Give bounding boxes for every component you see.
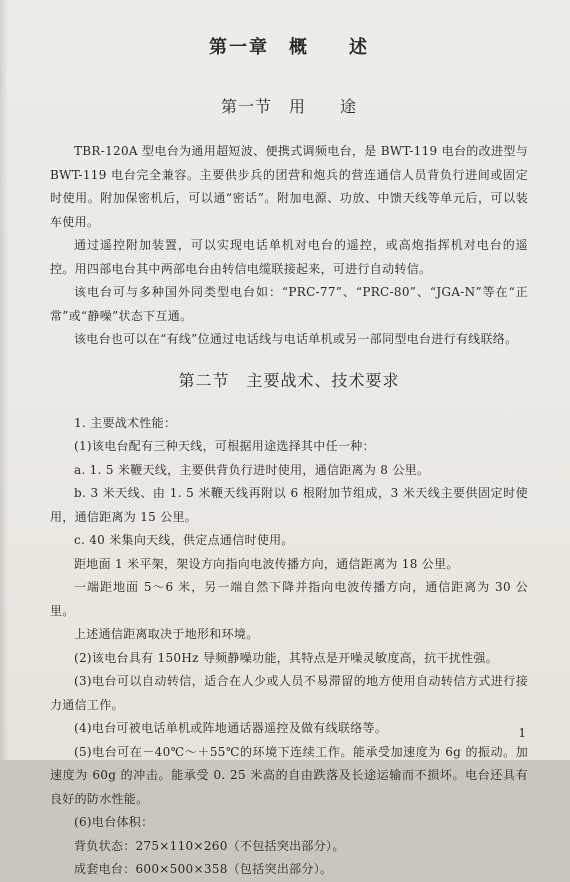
page-content	[50, 36, 528, 882]
section-2-paragraph: a. 1. 5 米鞭天线，主要供背负行进时使用，通信距离为 8 公里。	[74, 462, 430, 477]
section-2-paragraph: 上述通信距离取决于地形和环境。	[74, 627, 259, 641]
section-2-paragraph: 距地面 1 米平架，架设方向指向电波传播方向，通信距离为 18 公里。	[74, 556, 459, 571]
section-2-paragraph: 1. 主要战术性能：	[74, 415, 177, 430]
section-2-paragraph: 一端距地面 5～6 米，另一端自然下降并指向电波传播方向，通信距离为 30 公里。	[50, 580, 528, 618]
section-1-title: 第一节 用 途	[220, 97, 357, 116]
section-2-paragraph: 成套电台：600×500×358（包括突出部分）。	[74, 862, 333, 876]
section-2-title: 第二节 主要战术、技术要求	[178, 370, 400, 390]
section-2-paragraph: (5)电台可在－40℃～＋55℃的环境下连续工作。能承受加速度为 6g 的振动。加速度为 60g 的冲击。能承受 0. 25 米高的自由跌落及长途运输而不损坏。电台还具有良好的防水性能。	[50, 744, 528, 806]
section-2-paragraph: (3)电台可以自动转信，适合在人少或人员不易滞留的地方使用自动转信方式进行接力通信工作。	[50, 674, 528, 712]
section-2-paragraph: (2)该电台具有 150Hz 导频静噪功能，其特点是开噪灵敏度高，抗干扰性强。	[74, 650, 499, 665]
section-1-paragraph: 通过遥控附加装置，可以实现电话单机对电台的遥控，或高炮指挥机对电台的遥控。用四部电台其中两部电台由转信电缆联接起来，可进行自动转信。	[50, 238, 528, 276]
section-2-paragraph: (4)电台可被电话单机或阵地通话器遥控及做有线联络等。	[74, 721, 388, 735]
section-1-paragraph: 该电台可与多种国外同类型电台如：“PRC-77”、“PRC-80”、“JGA-N”等在“正常”或“静噪”状态下互通。	[50, 285, 528, 323]
section-1-paragraph: TBR-120A 型电台为通用超短波、便携式调频电台，是 BWT-119 电台的改进型与 BWT-119 电台完全兼容。主要供步兵的团营和炮兵的营连通信人员背负行进间或固定时使用。附加保密机后，可以通“密话”。附加电源、功放、中馈天线等单元后，可以装车使用。	[50, 144, 528, 229]
section-2-paragraph: (6)电台体积：	[74, 815, 154, 829]
chapter-title: 第一章 概 述	[209, 37, 369, 58]
section-2-paragraph: (1)该电台配有三种天线，可根据用途选择其中任一种：	[74, 439, 375, 453]
page-edge-shadow	[0, 0, 8, 760]
section-2-paragraph: c. 40 米集向天线，供定点通信时使用。	[74, 533, 294, 547]
section-1-paragraph: 该电台也可以在“有线”位通过电话线与电话单机或另一部同型电台进行有线联络。	[74, 332, 518, 346]
page-number: 1	[518, 726, 526, 740]
section-2-paragraph: 背负状态：275×110×260（不包括突出部分）。	[74, 838, 345, 853]
section-2-paragraph: b. 3 米天线、由 1. 5 米鞭天线再附以 6 根附加节组成，3 米天线主要供固定时使用，通信距离为 15 公里。	[50, 486, 528, 524]
